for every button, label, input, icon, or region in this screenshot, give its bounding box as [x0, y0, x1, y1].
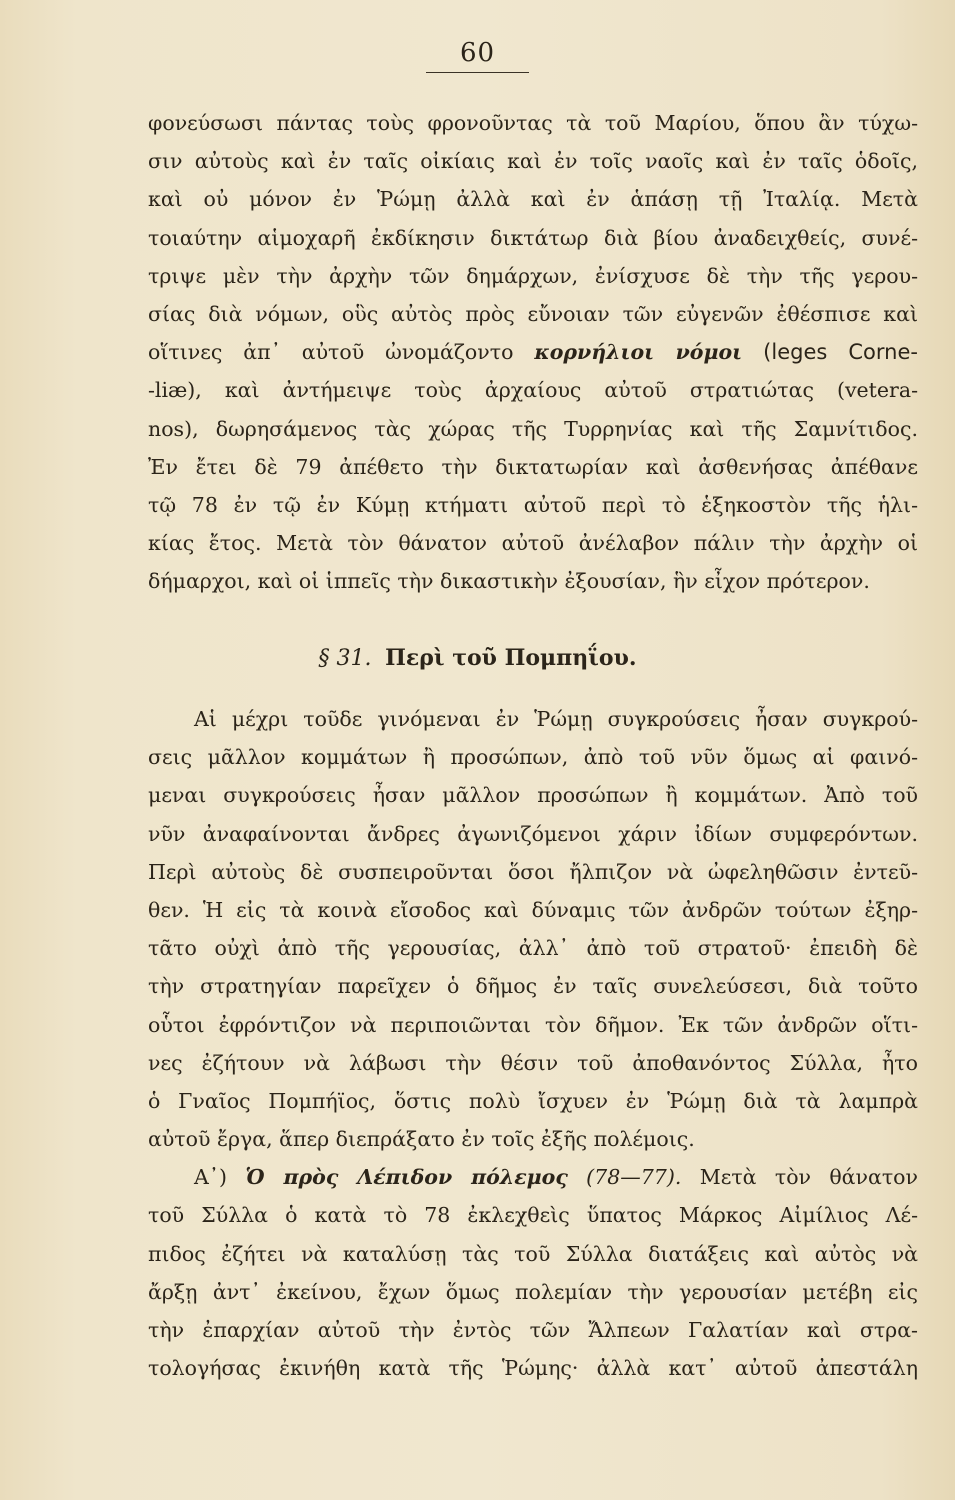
war-dates: (78—77). — [586, 1165, 682, 1190]
section-heading — [0, 640, 955, 677]
section-number: § 31. — [318, 646, 372, 671]
text-line: -liæ), καὶ ἀντήμειψε τοὺς ἀρχαίους αὐτοῦ στρατιώτας (vetera- — [148, 378, 918, 403]
text-line: οὗτοι ἐφρόντιζον νὰ περιποιῶνται τὸν δῆμον. Ἐκ τῶν ἀνδρῶν οἵτι- — [148, 1012, 918, 1037]
paragraph-sulla — [148, 104, 918, 600]
text-line: δήμαρχοι, καὶ οἱ ἱππεῖς τὴν δικαστικὴν ἐξουσίαν, ἣν εἶχον πρότερον. — [148, 569, 870, 594]
text-line: τοῦ Σύλλα ὁ κατὰ τὸ 78 ἐκλεχθεὶς ὕπατος Μάρκος Αἰμίλιος Λέ- — [148, 1203, 918, 1228]
text-line: σίας διὰ νόμων, οὓς αὐτὸς πρὸς εὔνοιαν τῶν εὐγενῶν ἐθέσπισε καὶ — [148, 301, 918, 326]
emphasis-cornelian-laws: κορνήλιοι νόμοι — [534, 340, 743, 365]
text-line-leges — [148, 333, 918, 371]
text-line: πιδος ἐζήτει νὰ καταλύσῃ τὰς τοῦ Σύλλα διατάξεις καὶ αὐτὸς νὰ — [148, 1241, 918, 1266]
text-line: τὴν ἐπαρχίαν αὐτοῦ τὴν ἐντὸς τῶν Ἄλπεων Γαλατίαν καὶ στρα- — [148, 1318, 918, 1342]
text-line: σεις μᾶλλον κομμάτων ἢ προσώπων, ἀπὸ τοῦ νῦν ὅμως αἱ φαινό- — [148, 745, 918, 770]
text-line: σιν αὐτοὺς καὶ ἐν ταῖς οἰκίαις καὶ ἐν τοῖς ναοῖς καὶ ἐν ταῖς ὁδοῖς, — [148, 149, 918, 174]
text-line: κίας ἔτος. Μετὰ τὸν θάνατον αὐτοῦ ἀνέλαβον πάλιν τὴν ἀρχὴν οἱ — [148, 531, 918, 556]
text-line: τολογήσας ἐκινήθη κατὰ τῆς Ῥώμης· ἀλλὰ κατ᾽ αὐτοῦ ἀπεστάλη — [148, 1356, 918, 1381]
text-line: τριψε μὲν τὴν ἀρχὴν τῶν δημάρχων, ἐνίσχυσε δὲ τὴν τῆς γερου- — [148, 263, 918, 288]
text-line: ἄρξῃ ἀντ᾽ ἐκείνου, ἔχων ὅμως πολεμίαν τὴν γερουσίαν μετέβη εἰς — [148, 1279, 918, 1304]
text-line: τὴν στρατηγίαν παρεῖχεν ὁ δῆμος ἐν ταῖς συνελεύσεσι, διὰ τοῦτο — [148, 974, 918, 999]
text-line: καὶ οὐ μόνον ἐν Ῥώμῃ ἀλλὰ καὶ ἐν ἁπάσῃ τῇ Ἰταλίᾳ. Μετὰ — [148, 187, 918, 212]
text-line: τᾶτο οὐχὶ ἀπὸ τῆς γερουσίας, ἀλλ᾽ ἀπὸ τοῦ στρατοῦ· ἐπειδὴ δὲ — [148, 936, 918, 961]
text-line: τοιαύτην αἱμοχαρῆ ἐκδίκησιν δικτάτωρ διὰ βίου ἀναδειχθείς, συνέ- — [148, 225, 918, 250]
page-number: 60 — [0, 38, 955, 73]
line-text: Μετὰ τὸν θάνατον — [681, 1165, 918, 1190]
text-line: μεναι συγκρούσεις ἦσαν μᾶλλον προσώπων ἢ κομμάτων. Ἀπὸ τοῦ — [148, 783, 918, 808]
text-line: φονεύσωσι πάντας τοὺς φρονοῦντας τὰ τοῦ Μαρίου, ὅπου ἂν τύχω- — [148, 111, 918, 135]
text-line: nos), δωρησάμενος τὰς χώρας τῆς Τυρρηνίας καὶ τῆς Σαμνίτιδος. — [148, 416, 918, 441]
text-line: νῦν ἀναφαίνονται ἄνδρες ἀγωνιζόμενοι χάριν ἰδίων συμφερόντων. — [148, 821, 918, 846]
emphasis-lepidus-war: Ὁ πρὸς Λέπιδον πόλεμος — [245, 1165, 568, 1190]
section-title: Περὶ τοῦ Πομπηΐου. — [385, 645, 637, 671]
text-line: Περὶ αὐτοὺς δὲ συσπειροῦνται ὅσοι ἤλπιζον νὰ ὠφεληθῶσιν ἐντεῦ- — [148, 859, 918, 884]
text-line: αὐτοῦ ἔργα, ἅπερ διεπράξατο ἐν τοῖς ἐξῆς πολέμοις. — [148, 1127, 695, 1152]
text-line: Ἐν ἔτει δὲ 79 ἀπέθετο τὴν δικτατωρίαν καὶ ἀσθενήσας ἀπέθανε — [148, 454, 918, 479]
text-line: νες ἐζήτουν νὰ λάβωσι τὴν θέσιν τοῦ ἀποθανόντος Σύλλα, ἦτο — [148, 1050, 918, 1075]
text-line: θεν. Ἡ εἰς τὰ κοινὰ εἴσοδος καὶ δύναμις τῶν ἀνδρῶν τούτων ἐξηρ- — [148, 897, 918, 922]
subsection-label: Α᾽) — [194, 1165, 228, 1190]
latin-text: (leges Corne- — [742, 340, 918, 365]
paragraph-pompey — [148, 700, 918, 1387]
text-line: τῷ 78 ἐν τῷ ἐν Κύμῃ κτήματι αὐτοῦ περὶ τὸ ἑξηκοστὸν τῆς ἡλι- — [148, 492, 918, 517]
line-text: οἵτινες ἀπ᾽ αὐτοῦ ὠνομάζοντο — [148, 340, 535, 365]
text-line: Αἱ μέχρι τοῦδε γινόμεναι ἐν Ῥώμῃ συγκρούσεις ἦσαν συγκρού- — [194, 707, 918, 731]
text-line: ὁ Γναῖος Πομπήϊος, ὅστις πολὺ ἴσχυεν ἐν Ῥώμῃ διὰ τὰ λαμπρὰ — [148, 1088, 918, 1113]
text-line-lepidus-war — [148, 1158, 918, 1196]
